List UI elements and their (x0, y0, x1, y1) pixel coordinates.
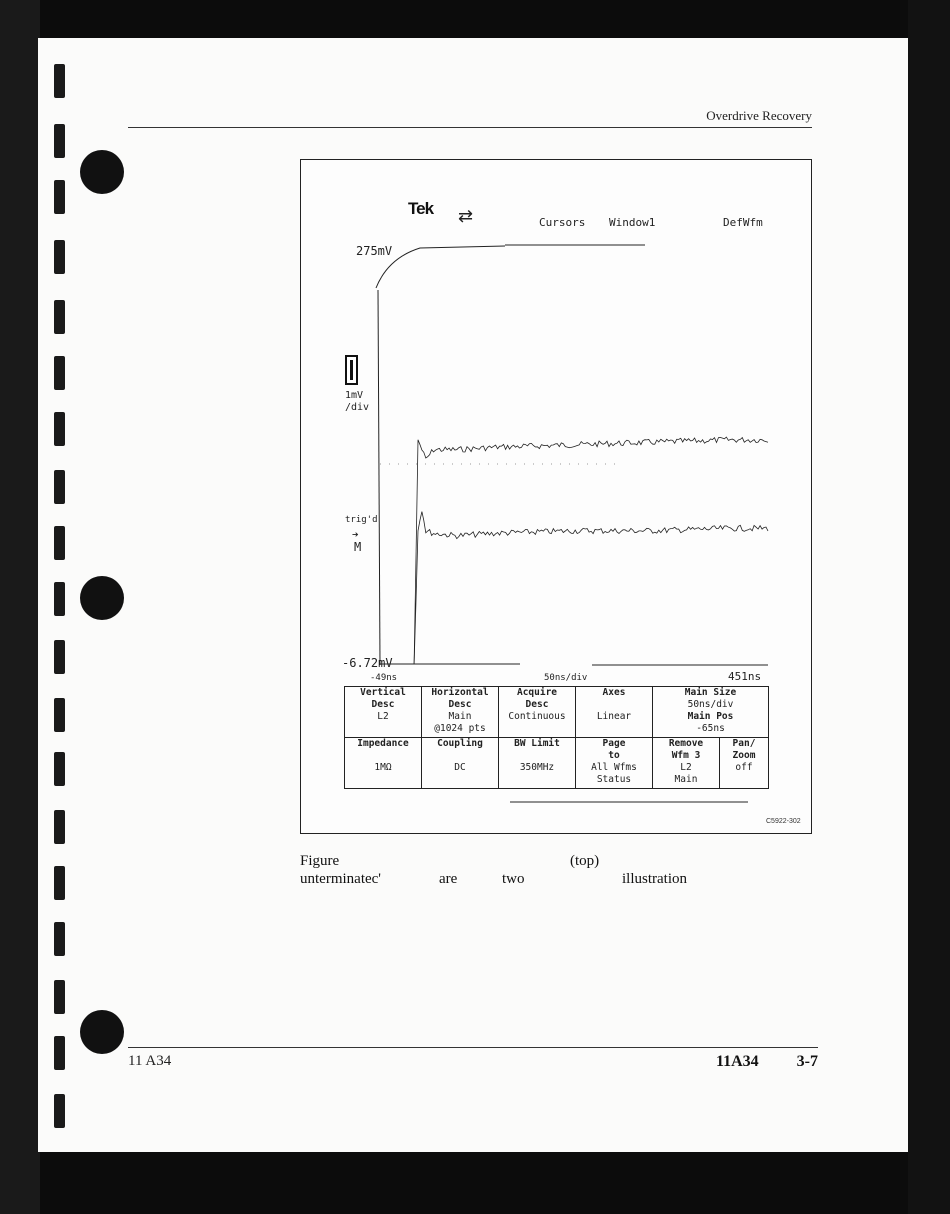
menu-bw-limit[interactable]: BW Limit 350MHz (499, 738, 576, 789)
time-start-readout: -49ns (370, 673, 398, 683)
menu-acquire-desc[interactable]: Acquire Desc Continuous (499, 687, 576, 738)
footer-page-number (716, 1053, 818, 1071)
menu-horizontal-desc[interactable]: Horizontal Desc Main @1024 pts (422, 687, 499, 738)
menu-vertical-desc[interactable]: Vertical Desc L2 (345, 687, 422, 738)
footer-model-right: 11A34 (716, 1053, 759, 1070)
section-header: Overdrive Recovery (706, 108, 812, 123)
caption-word: illustration (622, 871, 687, 887)
menu-impedance[interactable]: Impedance 1MΩ (345, 738, 422, 789)
footer-model-left: 11 A34 (128, 1053, 172, 1069)
waveform-trace-2 (380, 512, 768, 664)
time-div-readout: 50ns/div (544, 673, 588, 683)
bottom-voltage-readout: -6.72mV (342, 656, 393, 670)
time-end-readout: 451ns (728, 670, 762, 683)
top-voltage-readout: 275mV (356, 244, 393, 258)
menu-row (345, 738, 769, 789)
window-menu-label: Window1 (609, 216, 656, 229)
menu-pan-zoom[interactable]: Pan/ Zoom off (720, 738, 769, 789)
menu-coupling[interactable]: Coupling DC (422, 738, 499, 789)
menu-page-to[interactable]: Page to All Wfms Status (576, 738, 653, 789)
trigger-arrow-icon: ➔ (352, 528, 359, 541)
cursors-menu-label: Cursors (539, 216, 586, 229)
top-trace-curve (376, 246, 505, 288)
vscale-unit: /div (345, 402, 370, 413)
trig-status: trig'd (345, 515, 378, 525)
figure-id: C5922-302 (766, 818, 801, 825)
footer-page: 3-7 (796, 1053, 818, 1070)
menu-axes[interactable]: Axes Linear (576, 687, 653, 738)
left-vertical-trace (378, 290, 380, 665)
caption-word: unterminatec' (300, 871, 381, 887)
menu-remove-wfm[interactable]: Remove Wfm 3 L2 Main (653, 738, 720, 789)
trig-source: M (354, 540, 362, 554)
waveform-trace-1 (380, 437, 768, 664)
caption-word: are (439, 871, 458, 887)
double-arrow-icon: ⇄ (458, 206, 474, 226)
menu-main-size[interactable]: Main Size 50ns/div Main Pos -65ns (653, 687, 769, 738)
footer-rule (128, 1047, 818, 1048)
caption-word: (top) (570, 853, 600, 869)
tek-logo: Tek (408, 199, 434, 218)
menu-row (345, 687, 769, 738)
scope-menu-table (344, 686, 769, 789)
caption-word: Figure (300, 853, 340, 869)
vscale-value: 1mV (345, 390, 364, 401)
caption-word: two (502, 871, 525, 887)
defwfm-menu-label: DefWfm (723, 216, 763, 229)
